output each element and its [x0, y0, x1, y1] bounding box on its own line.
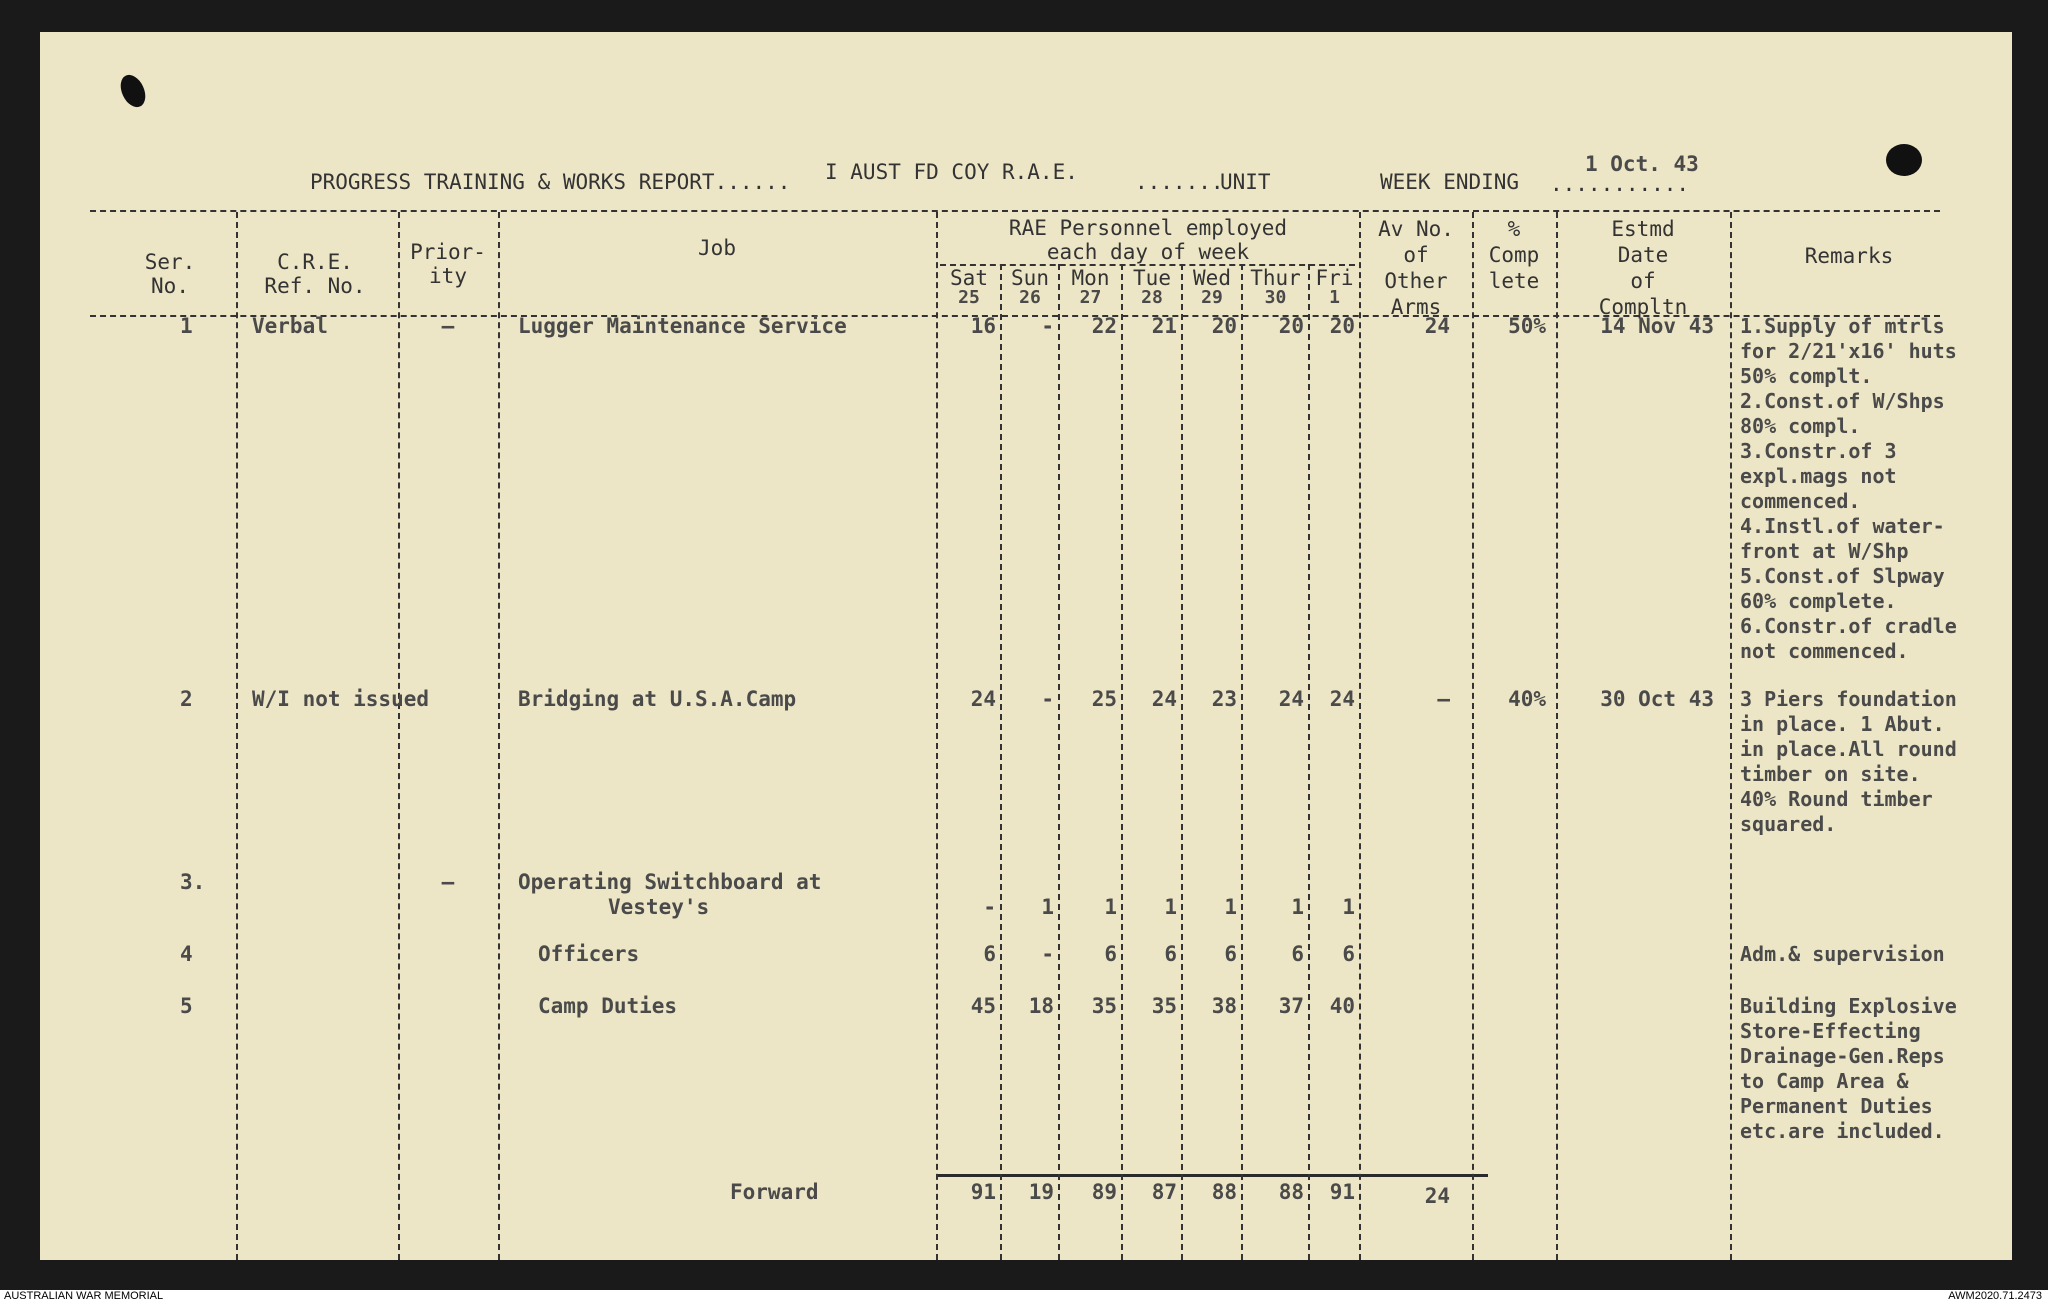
- row-remark-line: 80% compl.: [1740, 414, 1861, 438]
- col-divider-est: [1556, 212, 1558, 1260]
- row-day-value: 20: [1211, 314, 1237, 338]
- row-remark-line: expl.mags not: [1740, 464, 1897, 488]
- punch-hole-left: [116, 71, 150, 111]
- week-ending-label: WEEK ENDING: [1380, 170, 1520, 194]
- row-day-value: 22: [1091, 314, 1117, 338]
- row-day-value: 6: [983, 942, 996, 966]
- row-remark-line: Adm.& supervision: [1740, 942, 1945, 966]
- row-remark-line: 3.Constr.of 3: [1740, 439, 1897, 463]
- row-day-value: 6: [1164, 942, 1177, 966]
- row-est-date: 30 Oct 43: [1600, 687, 1714, 711]
- row-day-value: 1: [1104, 895, 1117, 919]
- header-job: Job: [698, 236, 736, 260]
- row-remark-line: 60% complete.: [1740, 589, 1897, 613]
- row-day-value: 1: [1164, 895, 1177, 919]
- header-remarks: Remarks: [1804, 244, 1894, 268]
- document-page: [40, 32, 2012, 1260]
- col-divider-job: [498, 212, 500, 1260]
- row-remark-line: not commenced.: [1740, 639, 1909, 663]
- row-percent-complete: 50%: [1508, 314, 1546, 338]
- day-number: 28: [1141, 287, 1163, 308]
- row-day-value: 20: [1278, 314, 1304, 338]
- day-header: Wed: [1193, 266, 1231, 290]
- punch-hole-right: [1886, 144, 1922, 176]
- col-divider-tue: [1121, 264, 1123, 1260]
- row-percent-complete: 40%: [1508, 687, 1546, 711]
- row-priority: —: [441, 314, 455, 338]
- header-priority: Prior- ity: [410, 240, 486, 288]
- row-remark-line: in place.All round: [1740, 737, 1957, 761]
- row-day-value: 38: [1211, 994, 1237, 1018]
- day-number: 25: [958, 287, 980, 308]
- forward-day-total: 89: [1091, 1180, 1117, 1204]
- header-ser: Ser. No.: [144, 250, 196, 298]
- row-remark-line: in place. 1 Abut.: [1740, 712, 1945, 736]
- forward-total-rule: [936, 1174, 1488, 1177]
- row-job: Camp Duties: [538, 994, 678, 1018]
- row-remark-line: etc.are included.: [1740, 1119, 1945, 1143]
- row-remark-line: timber on site.: [1740, 762, 1921, 786]
- row-remark-line: for 2/21'x16' huts: [1740, 339, 1957, 363]
- header-pct: % Comp lete: [1488, 217, 1540, 293]
- day-header: Fri: [1315, 266, 1354, 290]
- col-divider-wed: [1181, 264, 1183, 1260]
- forward-day-total: 88: [1278, 1180, 1304, 1204]
- row-remark-line: Building Explosive: [1740, 994, 1957, 1018]
- row-day-value: 6: [1104, 942, 1117, 966]
- row-remark-line: commenced.: [1740, 489, 1861, 513]
- col-divider-remarks: [1730, 212, 1732, 1260]
- row-day-value: 1: [1224, 895, 1237, 919]
- row-ser: 5: [180, 994, 193, 1018]
- header-rae: RAE Personnel employed each day of week: [1008, 216, 1288, 264]
- row-day-value: 35: [1151, 994, 1177, 1018]
- archive-source: AUSTRALIAN WAR MEMORIAL: [4, 1290, 164, 1302]
- day-number: 27: [1079, 287, 1102, 308]
- row-day-value: -: [1041, 687, 1054, 711]
- row-day-value: 45: [970, 994, 996, 1018]
- unit-dots: .......: [1135, 170, 1224, 194]
- col-divider-thur: [1241, 264, 1243, 1260]
- archive-reference: AWM2020.71.2473: [1948, 1290, 2042, 1302]
- row-remark-line: 3 Piers foundation: [1740, 687, 1957, 711]
- day-header: Thur: [1250, 266, 1301, 290]
- row-day-value: 6: [1291, 942, 1304, 966]
- row-ser: 4: [180, 942, 193, 966]
- row-ser: 2: [180, 687, 193, 711]
- forward-day-total: 19: [1028, 1180, 1054, 1204]
- forward-day-total: 88: [1211, 1180, 1237, 1204]
- row-remark-line: 4.Instl.of water-: [1740, 514, 1945, 538]
- col-divider-pct: [1472, 212, 1474, 1260]
- row-day-value: 24: [1278, 687, 1304, 711]
- row-cre-ref: W/I not issued: [252, 687, 430, 711]
- col-divider-cre: [236, 212, 238, 1260]
- day-number: 1: [1329, 287, 1340, 308]
- forward-day-total: 91: [1329, 1180, 1355, 1204]
- col-divider-rae: [936, 212, 938, 1260]
- row-av-other-arms: 24: [1424, 314, 1450, 338]
- week-ending-dots: ...........: [1550, 172, 1690, 196]
- row-day-value: 1: [1291, 895, 1304, 919]
- row-remark-line: Store-Effecting: [1740, 1019, 1921, 1043]
- row-day-value: -: [1041, 314, 1054, 338]
- col-divider-fri: [1308, 264, 1310, 1260]
- archive-footer: [0, 1290, 2048, 1303]
- col-divider-av: [1359, 212, 1361, 1260]
- row-day-value: 37: [1278, 994, 1304, 1018]
- row-remark-line: 6.Constr.of cradle: [1740, 614, 1957, 638]
- row-remark-line: Permanent Duties: [1740, 1094, 1933, 1118]
- row-remark-line: front at W/Shp: [1740, 539, 1909, 563]
- row-ser: 1: [180, 314, 193, 338]
- row-remark-line: Drainage-Gen.Reps: [1740, 1044, 1945, 1068]
- row-day-value: 24: [970, 687, 996, 711]
- unit-label: UNIT: [1220, 170, 1271, 194]
- report-title: PROGRESS TRAINING & WORKS REPORT......: [310, 170, 791, 194]
- row-day-value: 18: [1028, 994, 1054, 1018]
- row-day-value: 1: [1342, 895, 1355, 919]
- day-number: 26: [1019, 287, 1041, 308]
- header-cre: C.R.E. Ref. No.: [264, 250, 366, 298]
- row-priority: —: [441, 870, 455, 894]
- day-number: 29: [1201, 287, 1223, 308]
- row-job: Operating Switchboard at: [518, 870, 822, 894]
- row-day-value: 23: [1211, 687, 1237, 711]
- day-header: Sun: [1011, 266, 1049, 290]
- row-day-value: 25: [1091, 687, 1117, 711]
- header-est: Estmd Date of Compltn: [1598, 217, 1688, 319]
- row-cre-ref: Verbal: [252, 314, 328, 338]
- row-remark-line: to Camp Area &: [1740, 1069, 1909, 1093]
- row-day-value: 21: [1151, 314, 1177, 338]
- row-av-other-arms: —: [1437, 687, 1450, 711]
- row-day-value: -: [1041, 942, 1054, 966]
- col-divider-priority: [398, 212, 400, 1260]
- day-header: Tue: [1133, 266, 1171, 290]
- row-day-value: 24: [1329, 687, 1355, 711]
- row-day-value: 1: [1041, 895, 1054, 919]
- row-day-value: 20: [1329, 314, 1355, 338]
- forward-av: 24: [1424, 1184, 1450, 1208]
- row-job: Officers: [538, 942, 640, 966]
- forward-label: Forward: [730, 1180, 819, 1204]
- row-remark-line: 50% complt.: [1740, 364, 1873, 388]
- row-remark-line: 2.Const.of W/Shps: [1740, 389, 1945, 413]
- day-number: 30: [1264, 287, 1287, 308]
- row-remark-line: 1.Supply of mtrls: [1740, 314, 1945, 338]
- row-ser: 3.: [180, 870, 206, 894]
- row-day-value: 40: [1329, 994, 1355, 1018]
- row-day-value: 35: [1091, 994, 1117, 1018]
- forward-day-total: 87: [1151, 1180, 1177, 1204]
- forward-day-total: 91: [970, 1180, 996, 1204]
- row-job: Lugger Maintenance Service: [518, 314, 847, 338]
- unit-name: I AUST FD COY R.A.E.: [825, 160, 1078, 184]
- row-remark-line: 5.Const.of Slpway: [1740, 564, 1945, 588]
- row-remark-line: squared.: [1740, 812, 1837, 836]
- row-job: Bridging at U.S.A.Camp: [518, 687, 797, 711]
- col-divider-sun: [1000, 264, 1002, 1260]
- header-av: Av No. of Other Arms: [1378, 217, 1454, 319]
- day-header: Sat: [950, 266, 988, 290]
- row-day-value: 16: [970, 314, 996, 338]
- row-day-value: 6: [1224, 942, 1237, 966]
- row-est-date: 14 Nov 43: [1600, 314, 1714, 338]
- row-day-value: 24: [1151, 687, 1177, 711]
- row-day-value: -: [983, 895, 996, 919]
- col-divider-mon: [1058, 264, 1060, 1260]
- row-job: Vestey's: [608, 895, 710, 919]
- week-ending-date: 1 Oct. 43: [1585, 152, 1699, 176]
- day-header: Mon: [1071, 266, 1110, 290]
- row-day-value: 6: [1342, 942, 1355, 966]
- row-remark-line: 40% Round timber: [1740, 787, 1933, 811]
- header-top-rule: [90, 210, 1940, 212]
